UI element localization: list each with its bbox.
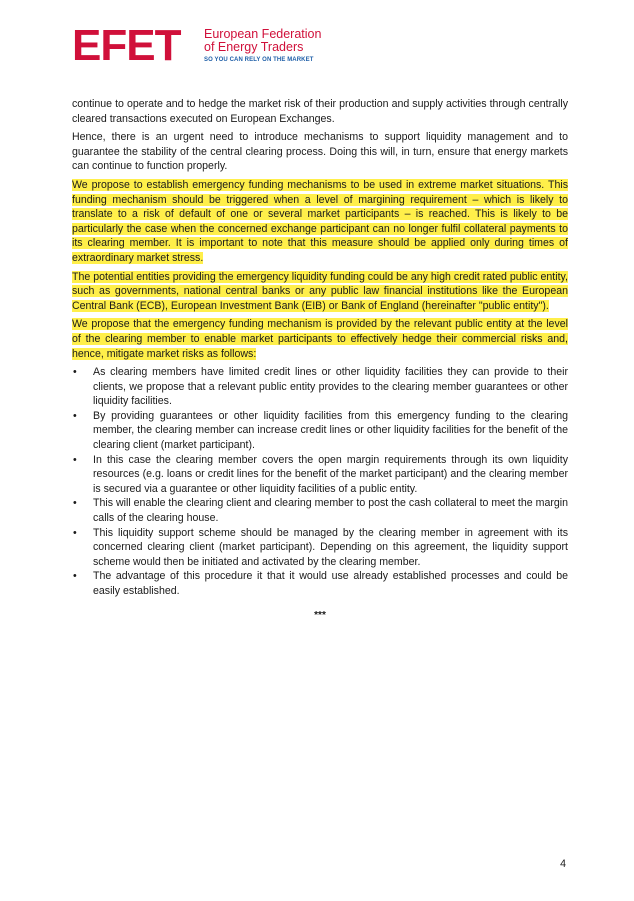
bullet-item: • This will enable the clearing client and clearing member to post the cash collateral to meet the margin calls of the clearing house. — [72, 496, 568, 525]
efet-logo: EFET — [72, 21, 181, 70]
paragraph-4 — [72, 270, 568, 314]
page-number: 4 — [560, 858, 566, 870]
document-body — [72, 97, 568, 623]
highlighted-text: The potential entities providing the emergency liquidity funding could be any high credit rated public entity, such as governments, national central banks or any public law financial institutions like the European Central Bank (ECB), European Investment Bank (EIB) or Bank of England (hereinafter "public entity"). — [72, 270, 568, 312]
bullet-item: • By providing guarantees or other liquidity facilities from this emergency funding to the clearing member, the clearing member can increase credit lines or other liquidity facilities for the benefit of the clearing client (market participant). — [72, 409, 568, 453]
paragraph-2: Hence, there is an urgent need to introduce mechanisms to support liquidity management and to guarantee the stability of the central clearing process. Doing this will, in turn, ensure that energy markets can continue to function properly. — [72, 131, 568, 173]
logo-text-block — [204, 28, 404, 63]
bullet-item: • The advantage of this procedure it that it would use already established processes and could be easily established. — [72, 569, 568, 598]
paragraph-3 — [72, 178, 568, 266]
paragraph-5 — [72, 317, 568, 361]
bullet-list — [72, 365, 568, 599]
bullet-item: • This liquidity support scheme should be managed by the clearing member in agreement with its concerned clearing client (market participant). Depending on this agreement, the liquidity support scheme would then be initiated and activated by the clearing member. — [72, 526, 568, 570]
bullet-item: • As clearing members have limited credit lines or other liquidity facilities they can provide to their clients, we propose that a relevant public entity provides to the clearing member guarantees or other liquidity facilities. — [72, 365, 568, 409]
org-name-line2: of Energy Traders — [204, 40, 304, 54]
bullet-item: • In this case the clearing member covers the open margin requirements through its own liquidity resources (e.g. loans or credit lines for the benefit of the market participant) and the clearing member is secured via a guarantee or other liquidity facilities of a public entity. — [72, 453, 568, 497]
org-name-line1: European Federation — [204, 27, 322, 41]
section-separator: *** — [314, 609, 326, 621]
org-tagline: SO YOU CAN RELY ON THE MARKET — [204, 57, 314, 63]
highlighted-text: We propose that the emergency funding mechanism is provided by the relevant public entity at the level of the clearing member to enable market participants to effectively hedge their commercial risks and, hence, mitigate market risks as follows: — [72, 318, 568, 360]
highlighted-text: We propose to establish emergency funding mechanisms to be used in extreme market situations. This funding mechanism should be triggered when a level of margining requirement – which is likely to translate to a risk of default of one or several market participants – is reached. This is likely to be particularly the case when the concerned exchange participant can no longer fulfil collateral payments to its clearing member. It is important to note that this measure should be applied only during times of extraordinary market stress. — [72, 178, 568, 264]
paragraph-1: continue to operate and to hedge the market risk of their production and supply activities through centrally cleared transactions executed on European Exchanges. — [72, 98, 568, 125]
